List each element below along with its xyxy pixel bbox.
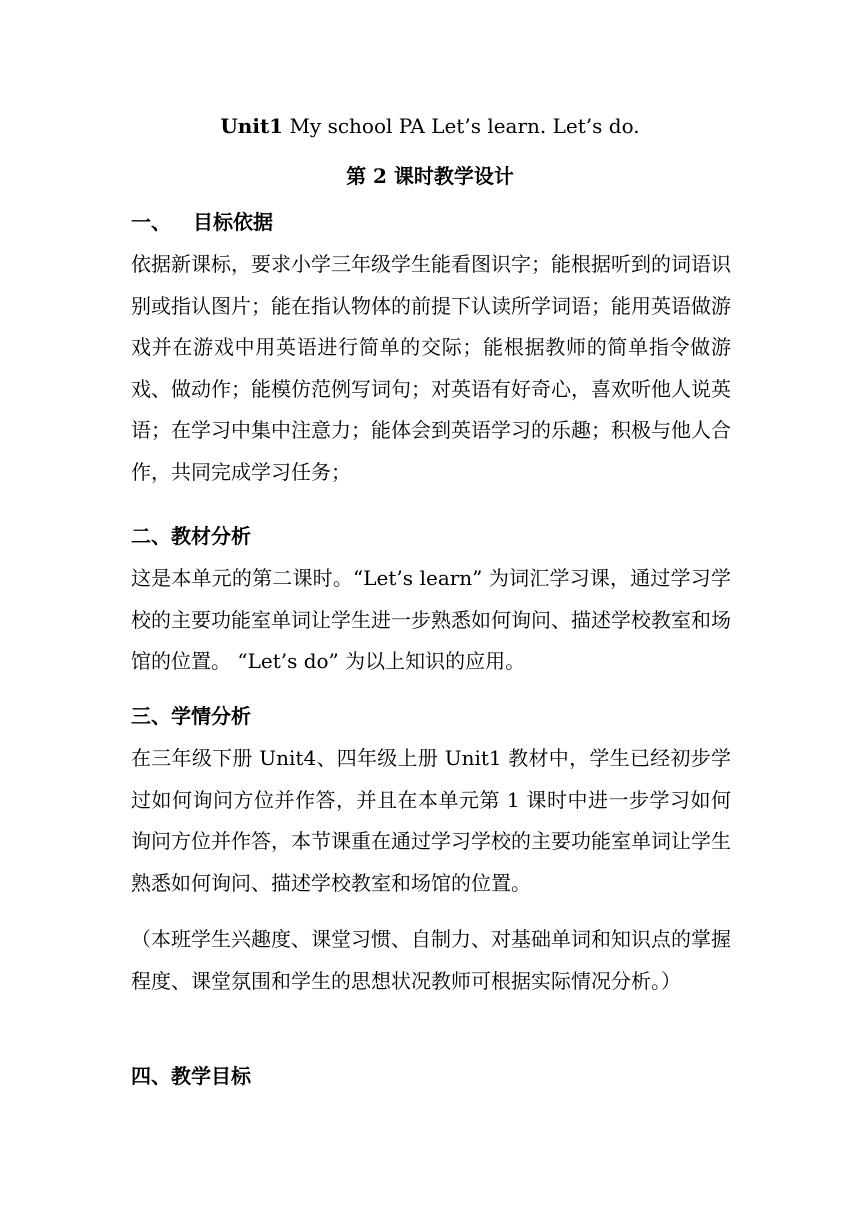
document-title bbox=[0, 114, 860, 138]
section-number: 一、 bbox=[131, 210, 171, 234]
title-unit: Unit1 bbox=[220, 114, 284, 138]
document-subtitle: 第 2 课时教学设计 bbox=[346, 164, 514, 188]
section-body-material: 这是本单元的第二课时。“Let’s learn” 为词汇学习课，通过学习学校的主要功能室单词让学生进一步熟悉如何询问、描述学校教室和场馆的位置。 “Let’s do” 为以上知识的应用。 bbox=[131, 566, 731, 674]
section-heading-objectives: 四、教学目标 bbox=[131, 1064, 251, 1088]
section-heading-text: 目标依据 bbox=[193, 210, 273, 234]
section-note-students: （本班学生兴趣度、课堂习惯、自制力、对基础单词和知识点的掌握程度、课堂氛围和学生的思想状况教师可根据实际情况分析。） bbox=[131, 927, 731, 993]
title-lesson: My school PA Let’s learn. Let’s do. bbox=[283, 114, 640, 138]
section-body-goals: 依据新课标，要求小学三年级学生能看图识字；能根据听到的词语识别或指认图片；能在指认物体的前提下认读所学词语；能用英语做游戏并在游戏中用英语进行简单的交际；能根据教师的简单指令做游戏、做动作；能模仿范例写词句；对英语有好奇心，喜欢听他人说英语；在学习中集中注意力；能体会到英语学习的乐趣；积极与他人合作，共同完成学习任务； bbox=[131, 252, 731, 484]
section-heading-goals bbox=[131, 206, 273, 235]
section-heading-students: 三、学情分析 bbox=[131, 704, 251, 728]
section-body-students: 在三年级下册 Unit4、四年级上册 Unit1 教材中，学生已经初步学过如何询问方位并作答，并且在本单元第 1 课时中进一步学习如何询问方位并作答，本节课重在通过学习学校的主要功能室单词让学生熟悉如何询问、描述学校教室和场馆的位置。 bbox=[131, 746, 731, 895]
section-heading-material: 二、教材分析 bbox=[131, 524, 251, 548]
